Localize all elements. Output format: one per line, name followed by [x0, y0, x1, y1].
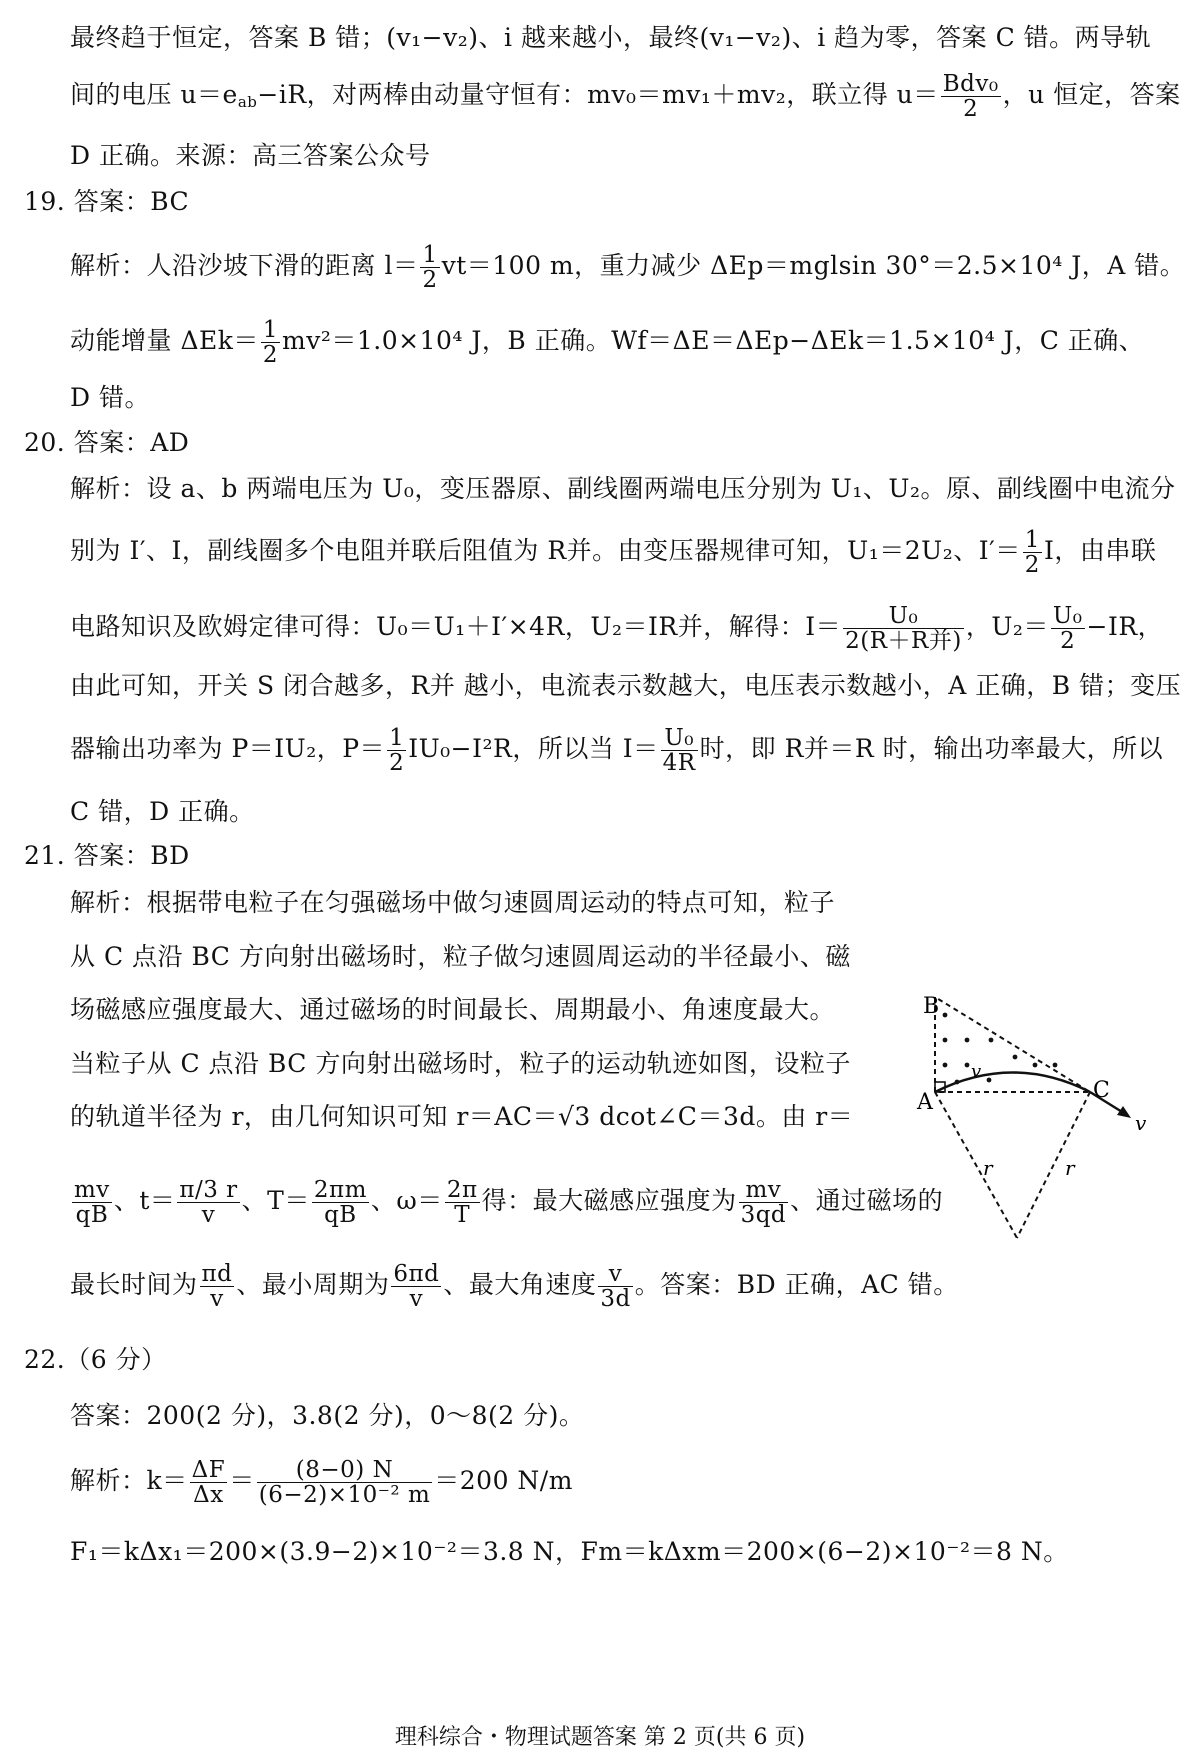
label-a: A	[917, 1090, 933, 1115]
exit-velocity-arrow	[1117, 1106, 1131, 1118]
text-line: 器输出功率为 P＝IU₂，P＝ $\frac{1}{2}$ IU₀−I²R，所以当 I＝ $\frac{\text{U₀}}{4R}$ 时，即 R并＝R 时，输出功率最大，所以	[70, 725, 1164, 777]
fraction: $\frac{1}{2}$	[422, 242, 438, 294]
fraction: $\frac{\text{U₀}}{2}$	[1052, 603, 1083, 655]
fraction: $\frac{v}{3d}$	[600, 1261, 631, 1313]
fraction: $\frac{6\pi d}{v}$	[393, 1261, 440, 1313]
label-r-right: r	[1065, 1156, 1075, 1180]
text-line: 从 C 点沿 BC 方向射出磁场时，粒子做匀速圆周运动的半径最小、磁	[70, 942, 851, 971]
fraction: $\frac{\pi d}{v}$	[201, 1261, 233, 1313]
text-line: D 错。	[70, 383, 150, 412]
text-line: 动能增量 ΔEk＝ $\frac{1}{2}$ mv²＝1.0×10⁴ J，B 正确。Wf＝ΔE＝ΔEp−ΔEk＝1.5×10⁴ J，C 正确、	[70, 317, 1145, 369]
text-line: 由此可知，开关 S 闭合越多，R并 越小，电流表示数越大，电压表示数越小，A 正确，B 错；变压	[70, 671, 1182, 700]
text-line: 电路知识及欧姆定律可得：U₀＝U₁＋I′×4R，U₂＝IR并，解得：I＝ $\frac{\text{U₀}}{\text{2(R＋R并)}}$ ，U₂＝ $\frac{\text{U₀}}{2}$ −IR，	[70, 603, 1164, 655]
text-line: 解析：根据带电粒子在匀强磁场中做匀速圆周运动的特点可知，粒子	[70, 888, 836, 917]
fraction: $\frac{mv}{qB}$	[74, 1177, 110, 1229]
fraction: $\frac{\Delta F}{\Delta x}$	[191, 1457, 226, 1509]
magnetic-field-diagram	[905, 985, 1195, 1285]
radius-line-right	[1017, 1092, 1090, 1238]
text-line: 场磁感应强度最大、通过磁场的时间最长、周期最小、角速度最大。	[70, 995, 836, 1024]
fraction: $\frac{1}{2}$	[1024, 527, 1040, 579]
fraction: $\frac{\text{U₀}}{\text{2(R＋R并)}}$	[845, 603, 962, 655]
fraction: $\frac{2\pi m}{qB}$	[313, 1177, 367, 1229]
fraction: $\frac{1}{2}$	[389, 725, 405, 777]
field-triangle	[935, 997, 1090, 1092]
text-line: 答案：200(2 分)，3.8(2 分)，0～8(2 分)。	[70, 1401, 585, 1430]
label-v-inner: v	[971, 1061, 982, 1082]
label-r-left: r	[983, 1156, 993, 1180]
text-line: 的轨道半径为 r，由几何知识可知 r＝AC＝√3 dcot∠C＝3d。由 r＝	[70, 1102, 854, 1131]
fraction: $\frac{mv}{3qd}$	[740, 1177, 787, 1229]
text-line: 解析：人沿沙坡下滑的距离 l＝ $\frac{1}{2}$ vt＝100 m，重力减少 ΔEp＝mglsin 30°＝2.5×10⁴ J，A 错。	[70, 242, 1186, 294]
text-line: 别为 I′、I，副线圈多个电阻并联后阻值为 R并。由变压器规律可知，U₁＝2U₂、I′＝ $\frac{1}{2}$ I，由串联	[70, 527, 1157, 579]
question-21-answer: 21. 答案：BD	[24, 841, 190, 870]
fraction: $\frac{\text{Bdv₀}}{2}$	[942, 71, 999, 123]
label-v-outer: v	[1135, 1111, 1147, 1135]
fraction: $\frac{\pi/3 r}{v}$	[179, 1177, 238, 1229]
text-line: C 错，D 正确。	[70, 797, 255, 826]
text-line: 最终趋于恒定，答案 B 错；(v₁−v₂)、i 越来越小，最终(v₁−v₂)、i 趋为零，答案 C 错。两导轨	[70, 23, 1152, 52]
text-line: D 正确。来源：高三答案公众号	[70, 141, 431, 170]
question-22-answer: 22.（6 分）	[24, 1345, 167, 1374]
fraction: $\frac{2\pi}{T}$	[446, 1177, 478, 1229]
text-line: 间的电压 $u=e_{ab}-iR$，对两棒由动量守恒有：mv₀＝mv₁＋mv₂，联立得 u＝ $\frac{\text{Bdv₀}}{2}$ ，u 恒定，答案	[70, 71, 1181, 123]
text-line: 解析：设 a、b 两端电压为 U₀，变压器原、副线圈两端电压分别为 U₁、U₂。原、副线圈中电流分	[70, 474, 1176, 503]
label-b: B	[923, 994, 940, 1019]
fraction: $\frac{(8-0) N}{\text{(6−2)×10⁻² m}}$	[258, 1457, 431, 1509]
text-line: 解析：k＝ $\frac{\Delta F}{\Delta x}$ ＝ $\frac{(8-0) N}{\text{(6−2)×10⁻² m}}$ ＝200 N/m	[70, 1457, 573, 1509]
question-20-answer: 20. 答案：AD	[24, 428, 190, 457]
label-c: C	[1093, 1078, 1110, 1103]
fraction: $\frac{\text{U₀}}{4R}$	[662, 725, 696, 777]
radius-line-left	[935, 1092, 1017, 1238]
text-line: 最长时间为 $\frac{\pi d}{v}$ 、最小周期为 $\frac{6\pi d}{v}$ 、最大角速度 $\frac{v}{3d}$ 。答案：BD 正确，AC 错。	[70, 1261, 959, 1313]
text-line: F₁＝kΔx₁＝200×(3.9−2)×10⁻²＝3.8 N，Fm＝kΔxm＝200×(6−2)×10⁻²＝8 N。	[70, 1537, 1069, 1566]
text-line: 当粒子从 C 点沿 BC 方向射出磁场时，粒子的运动轨迹如图，设粒子	[70, 1049, 851, 1078]
text-line: $\frac{mv}{qB}$ 、t＝ $\frac{\pi/3 r}{v}$ 、T＝ $\frac{2\pi m}{qB}$ 、ω＝ $\frac{2\pi}{T}$ 得：最大磁感应强度为 $\frac{mv}{3qd}$ 、通过磁场的	[74, 1177, 944, 1229]
question-19-answer: 19. 答案：BC	[24, 187, 190, 216]
fraction: $\frac{1}{2}$	[262, 317, 279, 369]
particle-trajectory	[935, 1073, 1090, 1093]
page-footer: 理科综合・物理试题答案 第 2 页(共 6 页)	[394, 1725, 806, 1750]
